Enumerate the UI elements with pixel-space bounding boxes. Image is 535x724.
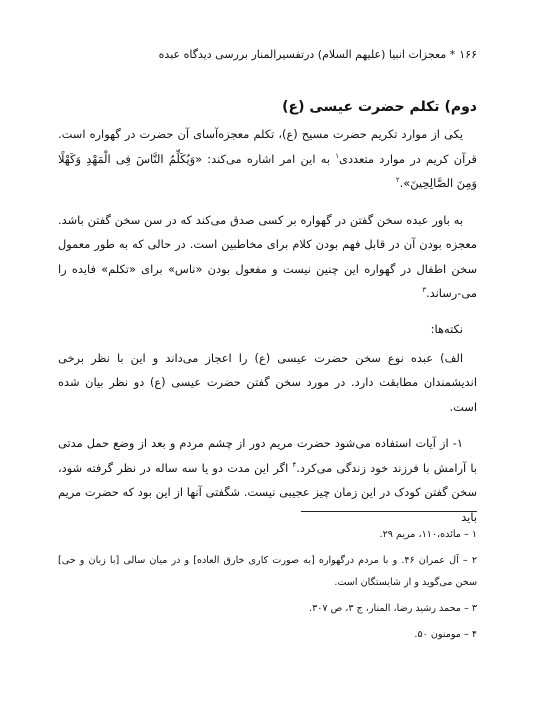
footnote-1: ۱ – مائده،۱۱۰، مریم ۲۹. bbox=[379, 529, 477, 540]
main-text bbox=[58, 96, 477, 541]
quran-quote: وَیُکَلِّمُ النَّاسَ فِی الْمَهْدِ وَکَهْلًا وَمِنَ الصَّالِحِینَ bbox=[58, 151, 477, 190]
paragraph-4-text-b: اگر این مدت دو یا سه ساله در نظر گرفته شود، سخن گفتن کودک در این زمان چیز عجیبی نیست. شگفتی آنها از این بود که حضرت مریم باید bbox=[58, 460, 477, 524]
running-title: معجزات انبیا (علیهم السلام) درتفسیرالمنار بررسی دیدگاه عبده bbox=[158, 48, 447, 61]
section-title: دوم) تکلم حضرت عیسی (ع) bbox=[282, 99, 477, 115]
paragraph-3 bbox=[58, 346, 477, 420]
page-number: ۱۶۶ bbox=[459, 48, 477, 61]
paragraph-1-text-b: به این امر اشاره می‌کند: « bbox=[195, 151, 336, 166]
footnote-3: ۳ – محمد رشید رضا، المنار، ج ۳، ص ۳۰۷. bbox=[309, 603, 477, 614]
notes-heading: نکته‌ها: bbox=[430, 321, 463, 336]
header-star: * bbox=[449, 48, 456, 61]
footnote-ref-3: ۳ bbox=[422, 286, 426, 295]
footnote-ref-1: ۱ bbox=[335, 151, 340, 160]
footnotes bbox=[58, 524, 477, 650]
paragraph-4 bbox=[58, 431, 477, 529]
footnote-ref-4: ۴ bbox=[292, 460, 297, 469]
paragraph-4-text-a: ۱- از آیات استفاده می‌شود حضرت مریم دور از چشم مردم و بعد از وضع حمل مدتی با آرامش با فرزند خود زندگی می‌کرد. bbox=[58, 436, 477, 475]
footnote-2: ۲ – آل عمران ۴۶. و با مردم درگهواره [به صورت کاری خارق العاده] و در میان سالی [با زبان و حی] سخن می‌گوید و از شایستگان است. bbox=[58, 555, 477, 588]
footnote-ref-2: ۲ bbox=[395, 176, 400, 185]
paragraph-1-text-a: یکی از موارد تکریم حضرت مسیح (ع)، تکلم معجزه‌آسای آن حضرت در گهواره است. قرآن کریم در موارد متعددی bbox=[58, 127, 478, 166]
paragraph-3-text: الف) عبده نوع سخن حضرت عیسی (ع) را اعجاز می‌داند و این با نظر برخی اندیشمندان مطابقت دارد. در مورد سخن گفتن حضرت عیسی (ع) دو نظر بیان شده است. bbox=[58, 350, 477, 414]
paragraph-1-text-c: ». bbox=[399, 176, 411, 190]
paragraph-1 bbox=[58, 122, 477, 196]
running-header bbox=[159, 48, 477, 62]
footnote-4: ۴ – مومنون ۵۰. bbox=[414, 629, 477, 640]
footnote-divider bbox=[301, 511, 477, 512]
paragraph-2 bbox=[58, 208, 477, 306]
paragraph-2-text: به باور عبده سخن گفتن در گهواره بر کسی صدق می‌کند که در سن سخن گفتن باشد. معجزه بودن آن در قابل فهم بودن کلام برای مخاطبین است. در حالی که به طور معمول سخن اطفال در گهواره این چنین نیست و مفعول بودن «ناس» برای «تکلم» فایده را می-رساند. bbox=[58, 212, 477, 300]
